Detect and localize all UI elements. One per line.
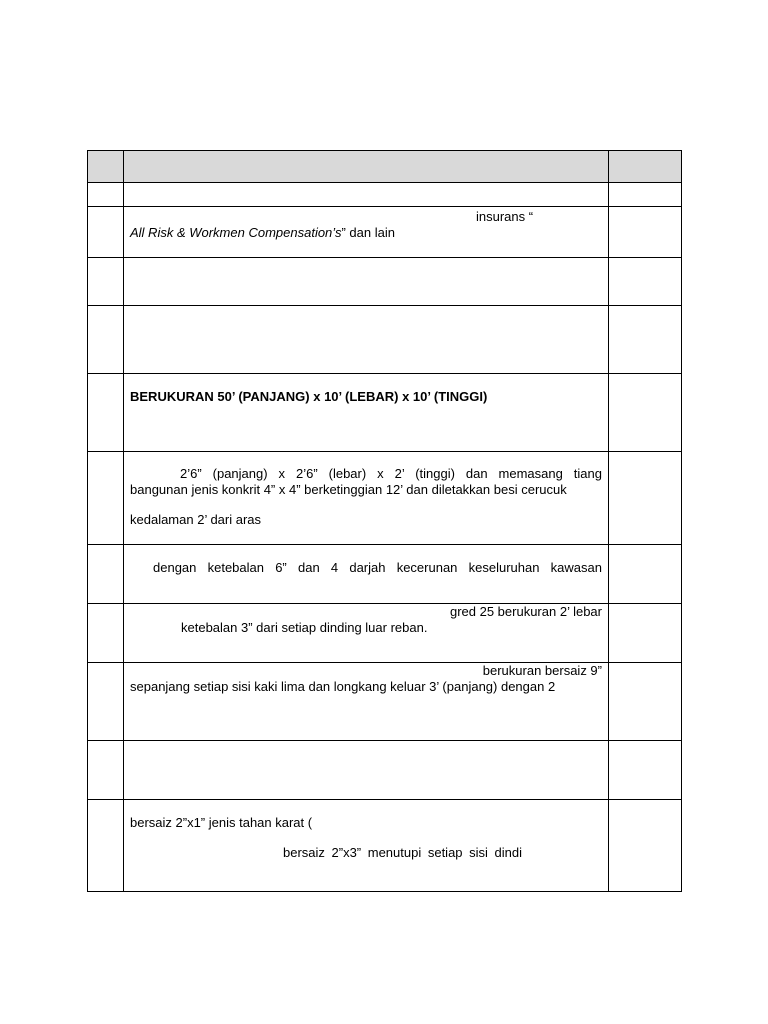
row-12-description: bersaiz 2”x1” jenis tahan karat ( bersaiz 2”x3” menutupi setiap sisi dindi [124,800,609,892]
table-header-row [88,151,682,183]
table-row [88,604,682,663]
table-row [88,306,682,374]
row-8-description: dengan ketebalan 6” dan 4 darjah kecerunan keseluruhan kawasan [124,545,609,604]
table-row [88,663,682,741]
table-row [88,741,682,800]
table-row [88,374,682,452]
table-row [88,258,682,306]
header-cell-amount [609,151,682,183]
header-cell-description [124,151,609,183]
table-row [88,207,682,258]
table-row [88,545,682,604]
table-row [88,800,682,892]
table-row [88,183,682,207]
specification-table [87,150,682,892]
table-row [88,452,682,545]
row-9-description: gred 25 berukuran 2’ lebar ketebalan 3” dari setiap dinding luar reban. [124,604,609,663]
row-6-description: BERUKURAN 50’ (PANJANG) x 10’ (LEBAR) x 10’ (TINGGI) [124,374,609,452]
row-3-description: insurans “ All Risk & Workmen Compensation’s” dan lain [124,207,609,258]
header-cell-number [88,151,124,183]
row-10-description: berukuran bersaiz 9” sepanjang setiap sisi kaki lima dan longkang keluar 3’ (panjang) dengan 2 [124,663,609,741]
row-7-description: 2’6” (panjang) x 2’6” (lebar) x 2’ (tinggi) dan memasang tiang bangunan jenis konkrit 4” x 4” berketinggian 12’ dan diletakkan besi cerucuk kedalaman 2’ dari aras [124,452,609,545]
